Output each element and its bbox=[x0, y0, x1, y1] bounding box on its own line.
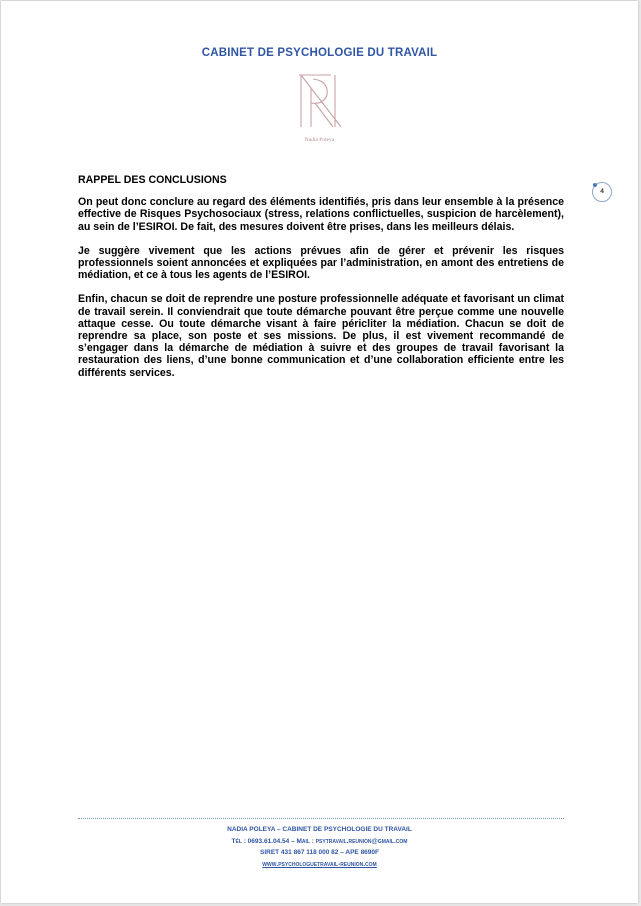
section-title: RAPPEL DES CONCLUSIONS bbox=[78, 174, 227, 186]
document-page bbox=[1, 1, 638, 903]
footer-company-line: NADIA POLEYA – CABINET DE PSYCHOLOGIE DU TRAVAIL bbox=[227, 826, 412, 833]
main-content bbox=[78, 174, 564, 391]
header-title: CABINET DE PSYCHOLOGIE DU TRAVAIL bbox=[201, 47, 438, 59]
page-number-badge bbox=[592, 182, 612, 202]
paragraph-1: On peut donc conclure au regard des éléments identifiés, pris dans leur ensemble à la présence effective de Risques Psychosociaux (stress, relations conflictuelles, suspicion de harcèlement), au sein de l’ESIROI. De fait, des mesures doivent être prises, dans les meilleurs délais. bbox=[78, 196, 564, 233]
footer-siret-line: SIRET 431 867 118 000 82 – APE 8690F bbox=[259, 849, 379, 856]
page-number: 4 bbox=[600, 188, 604, 195]
footer-contact-line: Tél : 0693.61.04.54 – Mail : psytravail.reunion@gmail.com bbox=[231, 837, 408, 845]
paragraph-3: Enfin, chacun se doit de reprendre une posture professionnelle adéquate et favorisant un climat de travail serein. Il conviendrait que toute démarche pouvant être perçue comme une nouvelle attaque cesse. Ou toute démarche visant à faire péricliter la médiation. Chacun se doit de reprendre sa place, son poste et ses missions. De plus, il est vivement recommandé de s’engager dans la démarche de médiation à suivre et des groupes de travail favorisant la restauration des liens, d’une bonne communication et d’une collaboration efficiente entre les différents services. bbox=[78, 293, 564, 379]
logo-caption: Nadia Poleya bbox=[304, 137, 335, 143]
footer-website-link[interactable]: www.psychologuetravail-reunion.com bbox=[262, 860, 377, 868]
footer-divider bbox=[78, 818, 564, 819]
badge-dot-icon bbox=[593, 183, 597, 187]
footer bbox=[1, 824, 638, 870]
paragraph-2: Je suggère vivement que les actions prévues afin de gérer et prévenir les risques professionnels soient annoncées et expliquées par l’administration, en amont des entretiens de médiation, et ce à tous les agents de l’ESIROI. bbox=[78, 244, 564, 282]
